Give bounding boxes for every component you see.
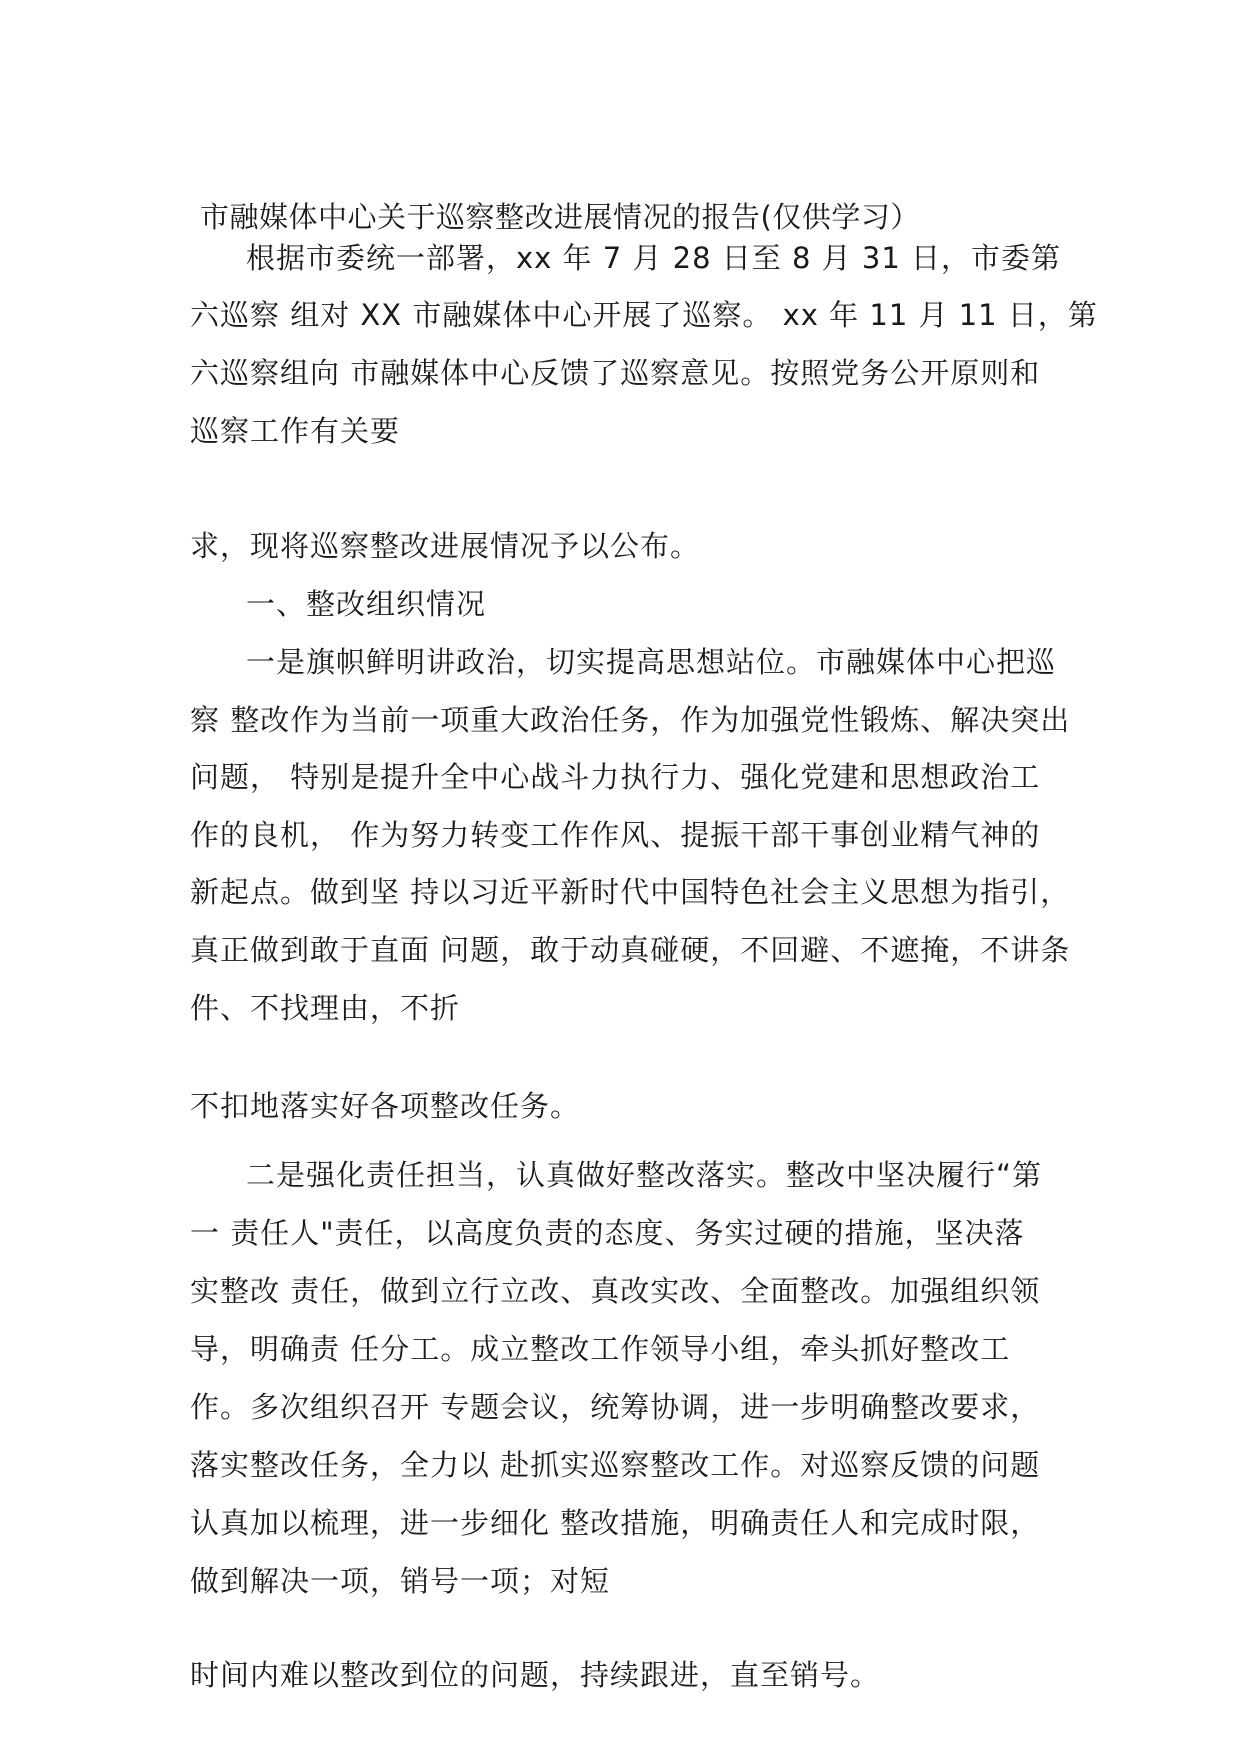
paragraph-line: 作。多次组织召开 专题会议，统筹协调，进一步明确整改要求， [190, 1390, 1041, 1424]
paragraph-line: 件、不找理由，不折 [190, 991, 461, 1025]
paragraph-line: 六巡察组向 市融媒体中心反馈了巡察意见。按照党务公开原则和 [190, 356, 1041, 390]
paragraph-line: 认真加以梳理，进一步细化 整改措施，明确责任人和完成时限， [190, 1506, 1041, 1540]
paragraph-line: 六巡察 组对 XX 市融媒体中心开展了巡察。 xx 年 11 月 11 日，第 [190, 298, 1098, 332]
paragraph-line: 不扣地落实好各项整改任务。 [190, 1089, 581, 1123]
paragraph-line: 时间内难以整改到位的问题，持续跟进，直至销号。 [190, 1658, 881, 1692]
paragraph-line: 察 整改作为当前一项重大政治任务，作为加强党性锻炼、解决突出 [190, 703, 1071, 737]
paragraph-line: 一 责任人"责任，以高度负责的态度、务实过硬的措施，坚决落 [190, 1216, 1025, 1250]
paragraph-line: 作的良机， 作为努力转变工作作风、提振干部干事创业精气神的 [190, 818, 1041, 852]
paragraph-line: 巡察工作有关要 [190, 414, 401, 448]
paragraph-line: 一是旗帜鲜明讲政治，切实提高思想站位。市融媒体中心把巡 [246, 645, 1057, 679]
section-heading: 一、整改组织情况 [246, 587, 487, 621]
paragraph-line: 实整改 责任，做到立行立改、真改实改、全面整改。加强组织领 [190, 1274, 1041, 1308]
paragraph-line: 二是强化责任担当，认真做好整改落实。整改中坚决履行“第 [246, 1158, 1043, 1192]
document-title: 市融媒体中心关于巡察整改进展情况的报告(仅供学习） [200, 200, 920, 234]
paragraph-line: 问题， 特别是提升全中心战斗力执行力、强化党建和思想政治工 [190, 760, 1041, 794]
paragraph-line: 根据市委统一部署，xx 年 7 月 28 日至 8 月 31 日，市委第 [246, 241, 1061, 275]
paragraph-line: 导，明确责 任分工。成立整改工作领导小组，牵头抓好整改工 [190, 1332, 1011, 1366]
paragraph-line: 落实整改任务，全力以 赴抓实巡察整改工作。对巡察反馈的问题 [190, 1448, 1041, 1482]
paragraph-line: 做到解决一项，销号一项；对短 [190, 1564, 611, 1598]
paragraph-line: 新起点。做到坚 持以习近平新时代中国特色社会主义思想为指引， [190, 875, 1071, 909]
paragraph-line: 求，现将巡察整改进展情况予以公布。 [190, 529, 701, 563]
paragraph-line: 真正做到敢于直面 问题，敢于动真碰硬，不回避、不遮掩，不讲条 [190, 933, 1071, 967]
